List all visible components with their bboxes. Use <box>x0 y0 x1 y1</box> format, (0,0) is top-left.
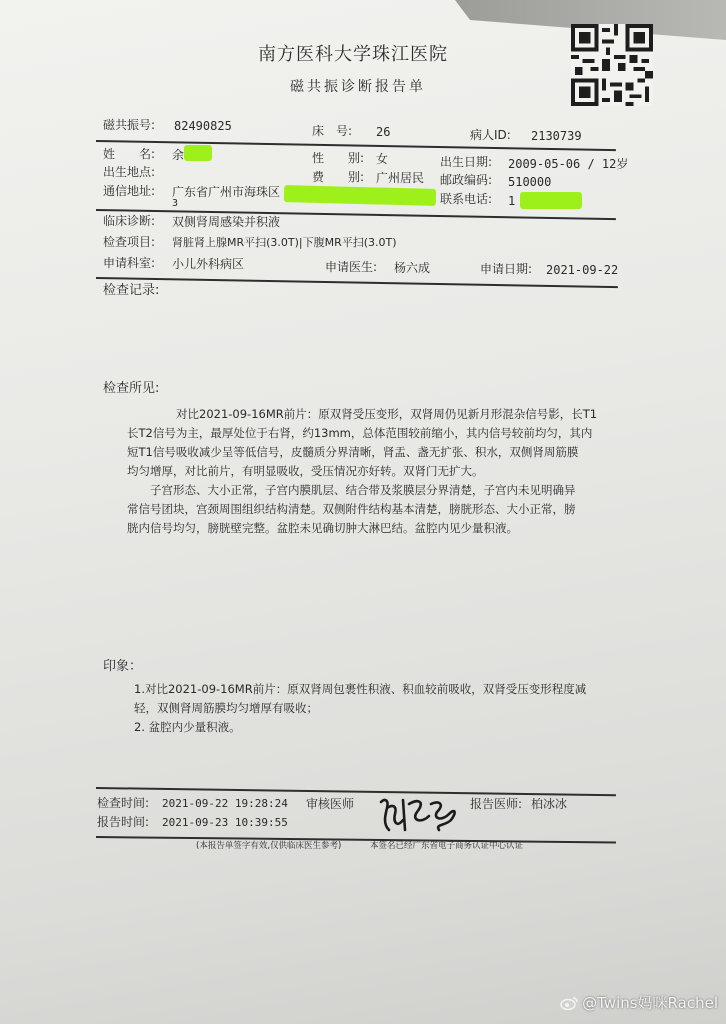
record-label: 检查记录: <box>103 283 160 298</box>
reviewer-label: 审核医师 <box>306 797 355 811</box>
patient-name: 余 <box>172 148 185 162</box>
bed-label: 床 号: <box>312 124 353 138</box>
dept-label: 申请科室: <box>103 256 156 270</box>
exam-time-label: 检查时间: <box>97 796 150 810</box>
doctor-value: 杨六成 <box>394 261 431 275</box>
report-doctor-label: 报告医师: <box>470 797 523 811</box>
watermark-text: @Twins妈咪Rachel <box>582 994 718 1012</box>
report-time-label: 报告时间: <box>97 815 150 829</box>
fee-label: 费 别: <box>312 170 365 184</box>
findings-line: 短T1信号吸收减少呈等低信号，皮髓质分界清晰，肾盂、盏无扩张、积水，双侧肾周筋膜 <box>127 445 579 459</box>
phone-value: 1 <box>508 194 516 208</box>
impression-line: 轻，双侧肾周筋膜均匀增厚有吸收； <box>134 701 318 715</box>
qr-code-icon <box>571 24 653 106</box>
findings-line: 胱内信号均匀，膀胱壁完整。盆腔未见确切肿大淋巴结。盆腔内见少量积液。 <box>127 521 518 535</box>
diagnosis-label: 临床诊断: <box>103 214 156 228</box>
impression-label: 印象： <box>103 659 143 674</box>
bed-number: 26 <box>376 125 391 139</box>
mr-number-label: 磁共振号: <box>103 118 156 132</box>
footer-note-right: 本签名已经广东省电子商务认证中心认证 <box>370 841 524 851</box>
postcode-value: 510000 <box>508 175 552 189</box>
dept-value: 小儿外科病区 <box>172 257 245 271</box>
postcode-label: 邮政编码: <box>440 173 493 187</box>
birthplace-label: 出生地点: <box>103 165 156 179</box>
report-time-value: 2021-09-23 10:39:55 <box>162 816 288 829</box>
redaction-highlight <box>184 145 212 161</box>
sex-label: 性 别: <box>312 151 365 165</box>
findings-line: 长T2信号为主，最厚处位于右肾，约13mm，总体范围较前缩小，其内信号较前均匀，其内 <box>127 426 593 440</box>
fee-value: 广州居民 <box>376 171 425 185</box>
signature-image <box>375 790 460 835</box>
doctor-label: 申请医生: <box>325 260 378 274</box>
footer-note-left: (本报告单签字有效,仅供临床医生参考) <box>196 841 342 851</box>
dob-label: 出生日期: <box>440 155 493 169</box>
sex-value: 女 <box>376 152 389 166</box>
impression-line: 1.对比2021-09-16MR前片：原双肾周包裹性积液、积血较前吸收，双肾受压变形程度减 <box>134 682 587 696</box>
findings-line: 对比2021-09-16MR前片：原双肾受压变形，双肾周仍见新月形混杂信号影，长T1 <box>176 407 598 421</box>
apply-date-value: 2021-09-22 <box>546 263 619 277</box>
findings-line: 均匀增厚，对比前片，有明显吸收，受压情况亦好转。双肾门无扩大。 <box>127 464 484 478</box>
mr-number: 82490825 <box>174 119 232 133</box>
address-label: 通信地址: <box>103 184 156 198</box>
patient-id: 2130739 <box>531 129 582 143</box>
findings-line: 子宫形态、大小正常，子宫内膜肌层、结合带及浆膜层分界清楚，子宫内未见明确异 <box>150 483 576 497</box>
findings-label: 检查所见: <box>103 381 160 396</box>
impression-line: 2. 盆腔内少量积液。 <box>134 720 241 734</box>
exam-label: 检查项目: <box>103 235 156 249</box>
address-value: 广东省广州市海珠区 <box>172 185 281 199</box>
patient-id-label: 病人ID: <box>470 128 511 142</box>
diagnosis-value: 双侧肾周感染并积液 <box>172 215 281 229</box>
report-title: 磁共振诊断报告单 <box>290 79 426 95</box>
hospital-name: 南方医科大学珠江医院 <box>258 44 448 65</box>
watermark <box>560 994 718 1012</box>
dob-value: 2009-05-06 / 12岁 <box>508 157 629 171</box>
name-label: 姓 名: <box>103 147 156 161</box>
exam-value: 肾脏肾上腺MR平扫(3.0T)|下腹MR平扫(3.0T) <box>172 236 397 249</box>
apply-date-label: 申请日期: <box>480 262 533 276</box>
redaction-highlight <box>520 192 582 209</box>
findings-line: 常信号团块，宫颈周围组织结构清楚。双侧附件结构基本清楚，膀胱形态、大小正常，膀 <box>127 502 576 516</box>
phone-label: 联系电话: <box>440 192 493 206</box>
report-doctor-value: 柏冰冰 <box>531 797 568 811</box>
address-line2: 3 <box>172 198 179 209</box>
exam-time-value: 2021-09-22 19:28:24 <box>162 797 288 810</box>
weibo-icon <box>560 996 578 1010</box>
